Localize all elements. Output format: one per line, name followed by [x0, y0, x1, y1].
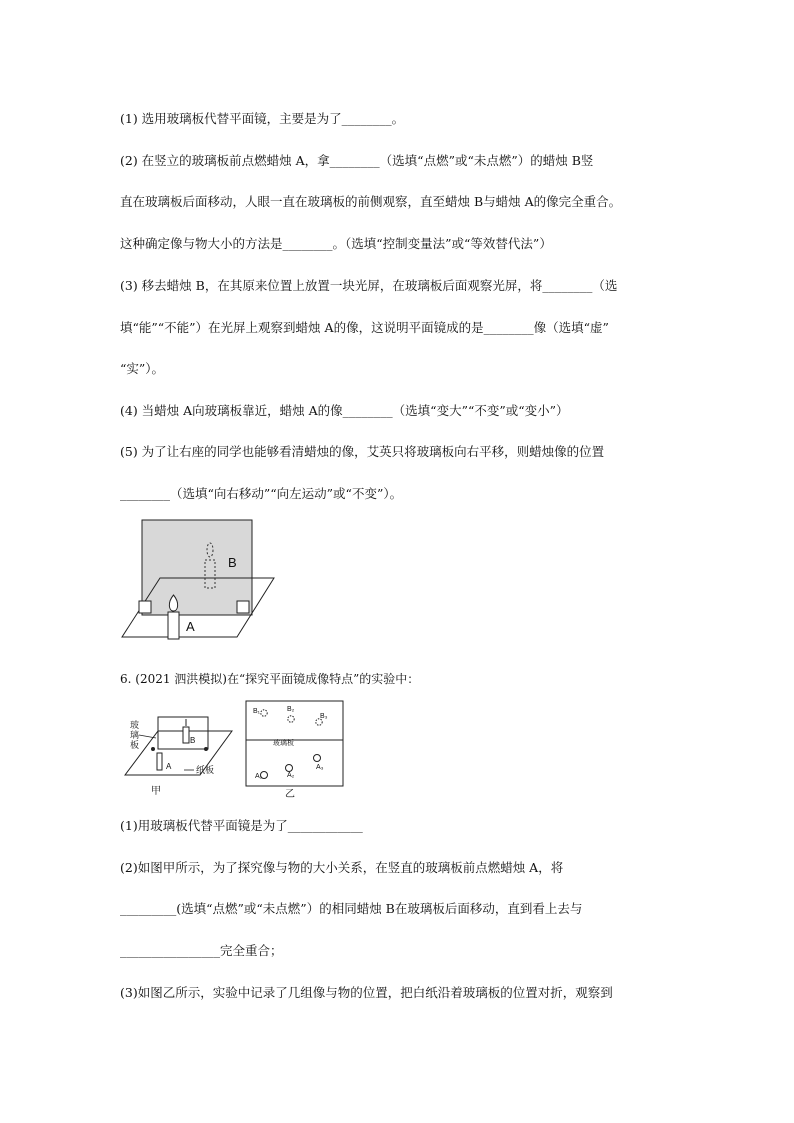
label-a3: A₃ [316, 764, 324, 771]
figure-glass-plate-candles [120, 517, 280, 642]
label-b2: B₂ [287, 706, 295, 713]
label-b-jia: B [190, 736, 196, 745]
question-6-2-line2: _________(选填“点燃”或“未点燃”）的相同蜡烛 B在玻璃板后面移动，直到看上去与 [120, 901, 583, 916]
label-glass-3: 板 [130, 740, 140, 750]
question-6-1: (1)用玻璃板代替平面镜是为了____________ [120, 818, 363, 833]
label-a2: A₂ [287, 772, 295, 779]
question-5-4: (4) 当蜡烛 A向玻璃板靠近，蜡烛 A的像________（选填“变大”“不变”或“变小”） [120, 403, 569, 418]
label-a1: A₁ [255, 773, 263, 780]
label-a-jia: A [166, 762, 172, 771]
question-6-2-line3: ________________完全重合； [120, 943, 283, 958]
question-5-5-line2: ________（选填“向右移动”“向左运动”或“不变”）。 [120, 486, 403, 501]
question-5-3-line2: 填“能”“不能”）在光屏上观察到蜡烛 A的像，这说明平面镜成的是________像（选填“虚” [120, 320, 609, 335]
label-b3: B₃ [320, 713, 328, 720]
question-5-2-line1: (2) 在竖立的玻璃板前点燃蜡烛 A，拿________（选填“点燃”或“未点燃”）的蜡烛 B竖 [120, 153, 594, 168]
question-5-2-line3: 这种确定像与物大小的方法是________。（选填“控制变量法”或“等效替代法”） [120, 236, 552, 251]
label-b: B [228, 555, 237, 570]
caption-yi: 乙 [285, 789, 295, 798]
question-6-2-line1: (2)如图甲所示，为了探究像与物的大小关系，在竖直的玻璃板前点燃蜡烛 A，将 [120, 860, 564, 875]
question-5-3-line1: (3) 移去蜡烛 B，在其原来位置上放置一块光屏，在玻璃板后面观察光屏，将________（选 [120, 278, 618, 293]
question-5-3-line3: “实”）。 [120, 361, 165, 376]
question-5-5-line1: (5) 为了让右座的同学也能够看清蜡烛的像，艾英只将玻璃板向右平移，则蜡烛像的位置 [120, 444, 605, 459]
question-5-1: (1) 选用玻璃板代替平面镜，主要是为了________。 [120, 111, 405, 126]
label-paper: 纸板 [196, 765, 215, 775]
label-glass-yi: 玻璃板 [273, 740, 294, 747]
question-6-3-line1: (3)如图乙所示，实验中记录了几组像与物的位置，把白纸沿着玻璃板的位置对折，观察到 [120, 985, 613, 1000]
question-5-2-line2: 直在玻璃板后面移动，人眼一直在玻璃板的前侧观察，直至蜡烛 B与蜡烛 A的像完全重合。 [120, 194, 622, 209]
question-6-title: 6. (2021 泗洪模拟)在“探究平面镜成像特点”的实验中： [120, 672, 420, 686]
label-glass-2: 璃 [130, 730, 140, 740]
figure-jia [120, 700, 240, 798]
label-glass-1: 玻 [130, 720, 140, 730]
label-b1: B₁ [253, 708, 261, 715]
label-a: A [186, 619, 195, 634]
figure-yi [245, 700, 347, 798]
caption-jia: 甲 [151, 786, 161, 797]
